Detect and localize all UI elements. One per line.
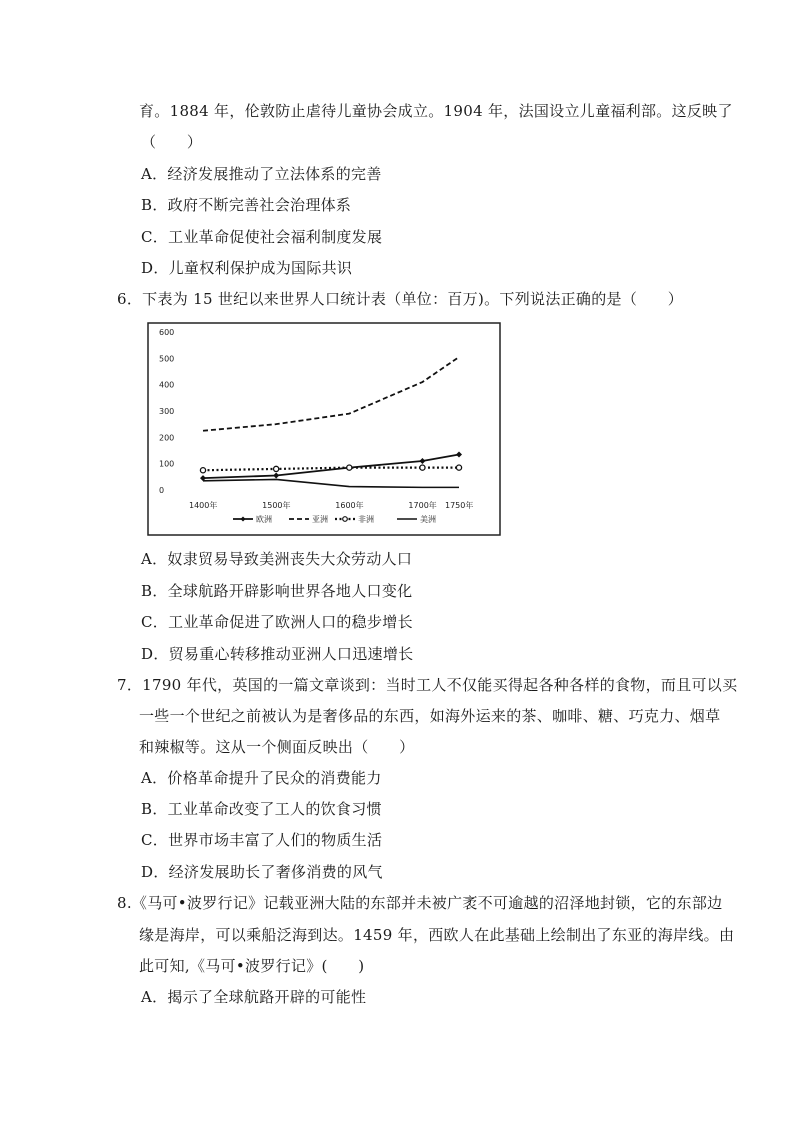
population-chart — [147, 322, 501, 536]
q7-stem-line-3: 和辣椒等。这从一个侧面反映出（ ） — [139, 738, 415, 756]
y-tick-label: 300 — [159, 407, 175, 416]
q6-stem: 6．下表为 15 世纪以来世界人口统计表（单位：百万)。下列说法正确的是（ ） — [117, 290, 684, 308]
legend-label: 非洲 — [358, 515, 374, 524]
y-tick-label: 0 — [159, 486, 165, 495]
legend-label: 亚洲 — [312, 515, 328, 524]
q5-stem-line-2: （ ） — [141, 133, 203, 151]
q8-stem-line-1: 8.《马可•波罗行记》记载亚洲大陆的东部并未被广袤不可逾越的沼泽地封锁，它的东部边 — [117, 894, 723, 912]
y-tick-label: 500 — [159, 354, 175, 364]
q5-option-d: D．儿童权利保护成为国际共识 — [141, 259, 353, 277]
q7-option-c: C．世界市场丰富了人们的物质生活 — [141, 831, 383, 849]
legend-label: 美洲 — [420, 515, 436, 524]
x-tick-label: 1400年 — [189, 501, 218, 510]
q7-stem-line-1: 7．1790 年代，英国的一篇文章谈到：当时工人不仅能买得起各种各样的食物，而且可以买 — [117, 676, 738, 694]
x-tick-label: 1700年 — [408, 501, 437, 510]
q5-option-a: A．经济发展推动了立法体系的完善 — [141, 165, 382, 183]
series-point — [200, 468, 205, 473]
q8-stem-line-2: 缘是海岸，可以乘船泛海到达。1459 年，西欧人在此基础上绘制出了东亚的海岸线。由 — [139, 926, 735, 944]
y-tick-label: 100 — [159, 459, 175, 469]
population-line-chart — [147, 322, 501, 536]
q7-option-a: A．价格革命提升了民众的消费能力 — [141, 769, 382, 787]
q5-option-c: C．工业革命促使社会福利制度发展 — [141, 228, 383, 246]
y-tick-label: 600 — [159, 328, 175, 337]
q7-option-d: D．经济发展助长了奢侈消费的风气 — [141, 863, 383, 881]
q8-stem-line-3: 此可知,《马可•波罗行记》( ) — [139, 957, 365, 975]
q5-stem-line-1: 育。1884 年，伦敦防止虐待儿童协会成立。1904 年，法国设立儿童福利部。这反映了 — [139, 102, 733, 120]
q6-option-b: B．全球航路开辟影响世界各地人口变化 — [141, 582, 413, 600]
series-point — [274, 466, 279, 471]
series-point — [420, 465, 425, 470]
x-tick-label: 1750年 — [445, 501, 474, 510]
q7-option-b: B．工业革命改变了工人的饮食习惯 — [141, 800, 382, 818]
q6-option-c: C．工业革命促进了欧洲人口的稳步增长 — [141, 613, 413, 631]
y-tick-label: 200 — [159, 433, 175, 443]
q6-option-d: D．贸易重心转移推动亚洲人口迅速增长 — [141, 645, 414, 663]
q8-option-a: A．揭示了全球航路开辟的可能性 — [141, 988, 367, 1006]
legend-label: 欧洲 — [256, 515, 272, 524]
q7-stem-line-2: 一些一个世纪之前被认为是奢侈品的东西，如海外运来的茶、咖啡、糖、巧克力、烟草 — [139, 707, 721, 725]
q6-option-a: A．奴隶贸易导致美洲丧失大众劳动人口 — [141, 550, 413, 568]
x-tick-label: 1600年 — [335, 501, 364, 510]
series-point — [456, 465, 461, 470]
legend-marker — [343, 517, 348, 522]
series-point — [347, 465, 352, 470]
y-tick-label: 400 — [159, 380, 175, 390]
q5-option-b: B．政府不断完善社会治理体系 — [141, 196, 352, 214]
x-tick-label: 1500年 — [262, 501, 291, 510]
